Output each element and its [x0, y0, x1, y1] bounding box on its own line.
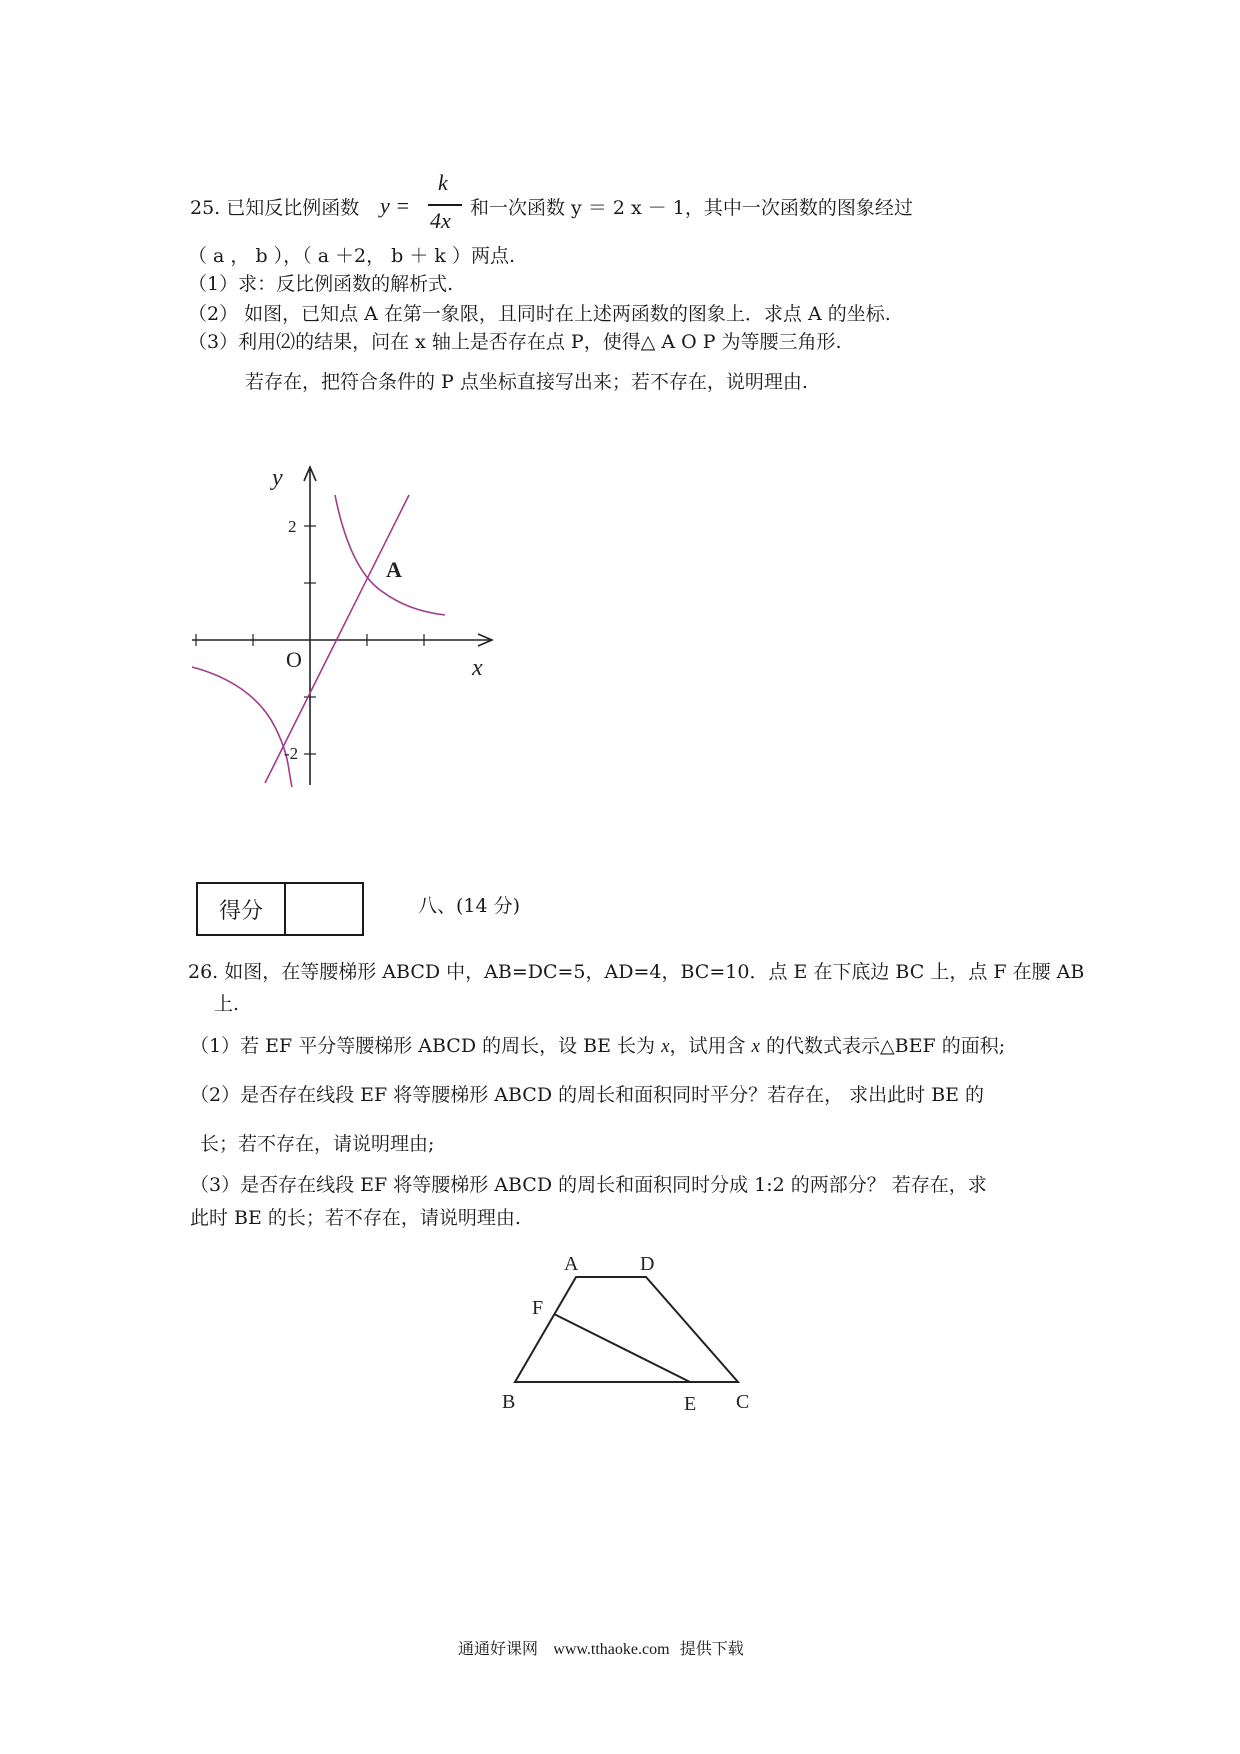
page-footer [458, 1636, 744, 1659]
q26-part2-b: 长；若不存在，请说明理由; [200, 1133, 435, 1155]
segment-ef [554, 1314, 690, 1382]
q25-fraction [426, 170, 466, 240]
y-tick-label-2: 2 [288, 517, 297, 536]
function-graph [180, 445, 500, 795]
score-box [196, 882, 364, 936]
q26-part3-a: （3）是否存在线段 EF 将等腰梯形 ABCD 的周长和面积同时分成 1:2 的两部分？ 若存在，求 [190, 1174, 987, 1196]
x-axis-label: x [472, 655, 483, 681]
footer-site-name: 通通好课网 [458, 1639, 539, 1658]
point-f-label: F [532, 1297, 544, 1319]
point-e-label: E [684, 1393, 697, 1415]
origin-label: O [286, 647, 302, 672]
q26-part1-a: （1）若 EF 平分等腰梯形 ABCD 的周长，设 BE 长为 [190, 1035, 662, 1057]
footer-url[interactable]: www.tthaoke.com [553, 1641, 670, 1658]
q26-line1b: 上. [214, 993, 240, 1015]
vertex-a-label: A [564, 1253, 579, 1275]
q26-part3-b: 此时 BE 的长；若不存在，请说明理由. [190, 1207, 521, 1229]
trapezoid-abcd [515, 1277, 738, 1382]
hyperbola-branch-third-quadrant [192, 667, 292, 787]
vertex-c-label: C [736, 1391, 750, 1413]
linear-function-line [265, 495, 409, 783]
y-tick-label-neg2: -2 [284, 744, 299, 763]
trapezoid-diagram [490, 1240, 770, 1420]
q25-fraction-bar [428, 204, 462, 206]
hyperbola-branch-first-quadrant [335, 495, 445, 615]
q26-part1-c: 的代数式表示△BEF 的面积; [759, 1035, 1006, 1057]
q25-part3-cont: 若存在，把符合条件的 P 点坐标直接写出来；若不存在，说明理由. [245, 371, 808, 393]
footer-download-text: 提供下载 [679, 1639, 744, 1658]
q25-suffix: 和一次函数 y ＝ 2 x － 1，其中一次函数的图象经过 [470, 197, 913, 219]
q25-y-eq: y = [380, 193, 411, 218]
q26-part1-b: ，试用含 [669, 1035, 752, 1057]
q25-fraction-denominator: 4x [430, 208, 451, 233]
q25-part1: （1）求：反比例函数的解析式. [188, 273, 454, 295]
q25-part2: （2） 如图，已知点 A 在第一象限，且同时在上述两函数的图象上．求点 A 的坐标. [188, 303, 891, 325]
q25-part3: （3）利用⑵的结果，问在 x 轴上是否存在点 P，使得△ A O P 为等腰三角形. [188, 331, 842, 353]
q25-fraction-numerator: k [438, 170, 448, 195]
score-value[interactable] [286, 884, 358, 934]
vertex-b-label: B [502, 1391, 516, 1413]
q25-prefix: 25. 已知反比例函数 [190, 197, 360, 219]
q26-line1: 26. 如图，在等腰梯形 ABCD 中，AB=DC=5，AD=4，BC=10．点 E 在下底边 BC 上，点 F 在腰 AB [188, 961, 1085, 983]
vertex-d-label: D [640, 1253, 655, 1275]
section-heading: 八、(14 分) [418, 895, 521, 917]
q26-part1-x1: x [661, 1036, 670, 1057]
q26-part2-a: （2）是否存在线段 EF 将等腰梯形 ABCD 的周长和面积同时平分？若存在， 求出此时 BE 的 [190, 1084, 985, 1106]
score-label: 得分 [198, 884, 286, 934]
q26-part1-x2: x [751, 1036, 760, 1057]
point-a-label: A [386, 557, 402, 582]
y-axis-label: y [272, 465, 283, 491]
q25-line2: （ a ， b ），（ a ＋2， b ＋ k ）两点. [188, 245, 516, 267]
q26-part1 [190, 1034, 1005, 1059]
